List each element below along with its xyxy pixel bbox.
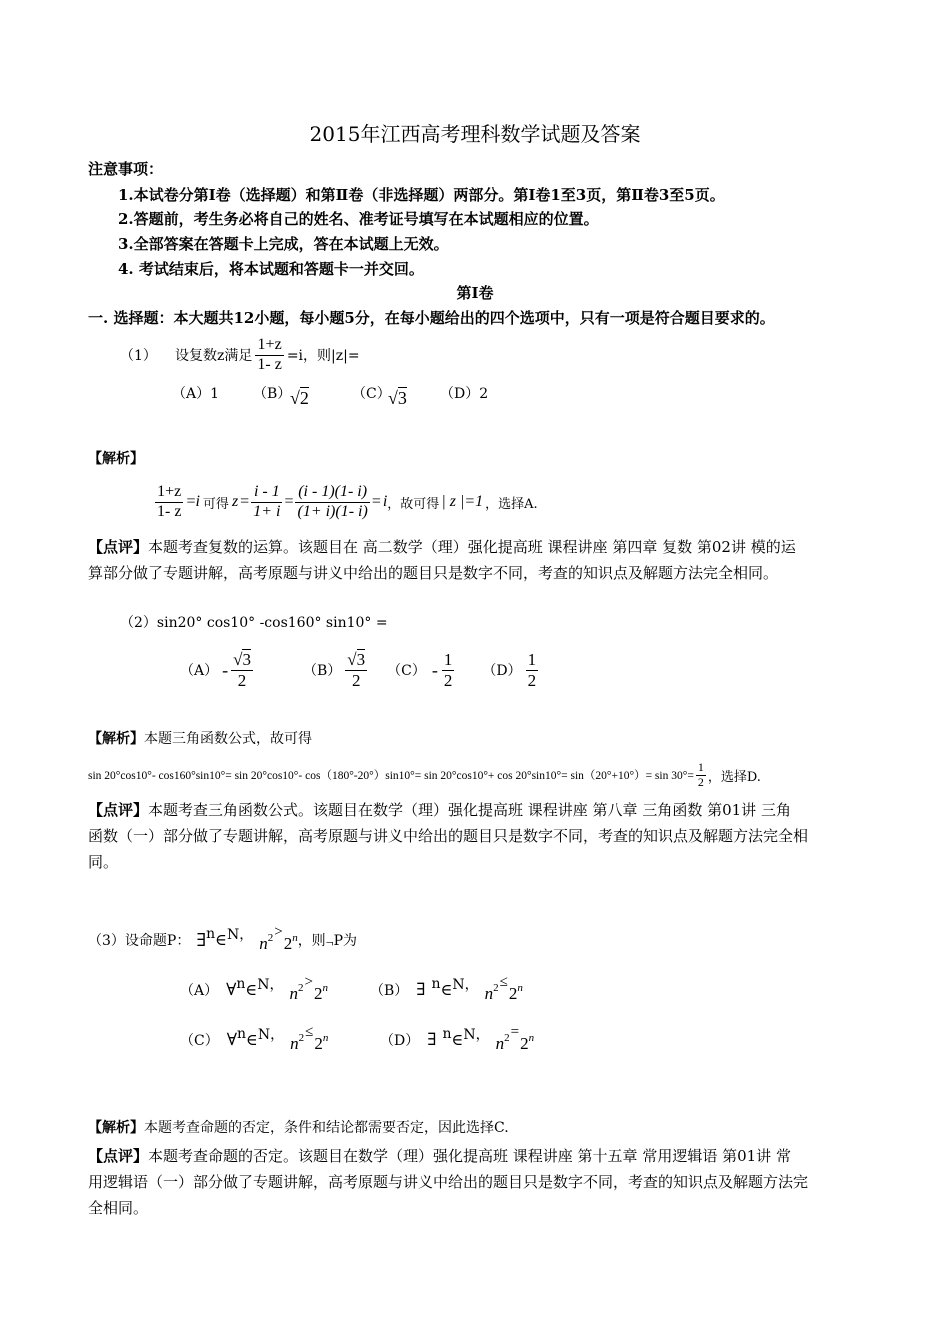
q2-option-a-sign: - [222,659,229,680]
q2-option-a-den: 2 [237,670,247,690]
q1-sol-i1: i [195,493,200,510]
q3-option-c-quantifier: ∀ [226,1030,237,1049]
q3-stem-base: n [259,934,268,953]
q2-option-b-value: $\frac{√3}{2}$ [347,649,366,690]
q2-option-d-value [526,650,539,690]
q2-dianping [88,797,808,875]
q1-pre: 设复数z满足 [175,348,253,364]
q3-stem-pre: （3）设命题P： [88,933,191,949]
q1-sol-eq3: = [284,493,294,510]
q3-option-b-label: （B） [370,983,409,999]
q3-stem-end: P为 [333,933,358,949]
q2-option-d-den: 2 [527,670,537,690]
q3-dianping-line2: 用逻辑语（一）部分做了专题讲解，高考原题与讲义中给出的题目只是数字不同，考查的知识点及解题方法完 [88,1173,809,1191]
q3-dianping-line3: 全相同。 [88,1199,149,1217]
q1-sol-frac2-num: i - 1 [251,483,282,502]
q3-jiexi-text: 本题考查命题的否定，条件和结论都需要否定，因此选择C. [144,1120,509,1136]
q1-option-b-value: √2 [290,388,309,408]
q2-option-d: （D） [482,663,522,679]
q2-option-b-den: 2 [351,670,361,690]
q3-option-a-exp: n [322,982,328,994]
q2-option-b-rad: 3 [356,649,366,669]
q3-option-d-in: ∈ [451,1032,464,1049]
q1-dianping-line2: 算部分做了专题讲解，高考原题与讲义中给出的题目只是数字不同，考查的知识点及解题方法完全相同。 [88,564,779,582]
q1-option-b: （B） [253,386,292,402]
q1-option-c-radicand: 3 [397,388,407,408]
q1-fraction [255,336,283,374]
q3-option-b [370,972,523,1008]
notice-item-2: 2.答题前，考生务必将自己的姓名、准考证号填写在本试题相应的位置。 [118,210,599,228]
q3-option-b-base: n [484,984,494,1003]
notice-item-4: 4. 考试结束后，将本试题和答题卡一并交回。 [118,260,424,278]
q2-stem: （2）sin20° cos10° -cos160° sin10° = [120,615,388,631]
q3-option-a-rel: > [304,973,313,990]
q1-option-d: （D）2 [440,386,489,402]
q2-option-c: （C） [387,663,426,679]
q1-sol-frac3-den: (1+ i)(1- i) [297,502,368,520]
q1-dianping-label: 【点评】 [88,538,149,556]
q3-option-c-in: ∈ [246,1032,258,1049]
q1-option-c-value: √3 [388,388,407,408]
q3-option-c-base: n [290,1034,299,1053]
q3-option-c-rel: ≤ [305,1023,314,1040]
q3-option-b-n: n [431,976,441,992]
q2-option-c-num: 1 [443,649,453,669]
q3-option-d-two: 2 [520,1034,529,1053]
q2-jiexi [88,728,312,748]
q1-sol-frac3-num: (i - 1)(1- i) [295,483,369,502]
q1-sol-frac1-num: 1+z [155,483,183,502]
q3-option-c [180,1022,328,1058]
q1-frac-den: 1- z [257,355,282,373]
q1-option-a: （A）1 [172,386,220,402]
q3-option-c-n: n [236,1026,247,1042]
q1-sol-tail2: ，选择A. [485,496,538,512]
q2-option-c-den: 2 [443,670,453,690]
q3-dianping-line1: 本题考查命题的否定。该题目在数学（理）强化提高班 课程讲座 第十五章 常用逻辑语 第01讲 常 [148,1147,791,1165]
q1-sol-eq2: = [240,493,250,510]
q2-option-a: （A） [180,663,219,679]
q3-stem [88,924,357,956]
q3-option-c-exp: n [322,1032,329,1044]
q2-option-b: （B） [302,663,342,679]
q3-stem-N: N， [226,927,254,943]
q3-option-d-sq: 2 [504,1032,510,1044]
notice-heading: 注意事项： [88,160,164,178]
q3-option-a-base: n [289,984,299,1003]
q2-option-a-value: $\frac{√3}{2}$ [233,649,251,690]
q2-option-c-value [442,650,455,690]
q3-option-c-label: （C） [180,1033,219,1049]
q2-formula-tail: ，选择D. [707,769,761,785]
q3-dianping [88,1143,808,1221]
q2-dianping-label: 【点评】 [88,801,149,819]
q2-formula [88,758,761,792]
q3-jiexi-label: 【解析】 [88,1120,144,1136]
section-instruction: 一. 选择题：本大题共12小题，每小题5分，在每小题给出的四个选项中，只有一项是符合题目要求的。 [88,309,775,327]
q3-stem-gt: > [274,923,283,940]
page-title: 2015年江西高考理科数学试题及答案 [309,122,641,146]
q2-jiexi-text: 本题三角函数公式，故可得 [144,731,312,747]
q2-jiexi-label: 【解析】 [88,731,144,747]
q2-formula-frac [696,761,706,790]
q1-sol-frac3 [295,483,369,521]
q3-option-d-n: n [442,1026,452,1042]
q2-options [180,644,538,696]
q2-dianping-line2: 函数（一）部分做了专题讲解，高考原题与讲义中给出的题目只是数字不同，考查的知识点及解题方法完全相 [88,827,809,845]
q1-dianping [88,534,796,586]
q3-option-d [380,1022,534,1058]
q1-option-c: （C） [352,386,391,402]
q3-option-a-n: n [236,976,246,992]
q3-jiexi [88,1117,509,1137]
q1-sol-frac1 [155,483,183,521]
q1-jiexi-label: 【解析】 [88,451,144,467]
q3-option-c-two: 2 [314,1034,323,1053]
q1-sol-kede: 可得 [202,496,229,512]
q3-option-b-N: N， [452,977,479,993]
q3-option-a-sq: 2 [298,982,304,994]
q3-option-d-rel: = [510,1023,520,1040]
q3-option-b-sq: 2 [493,982,499,994]
q2-dianping-line1: 本题考查三角函数公式。该题目在数学（理）强化提高班 课程讲座 第八章 三角函数 第01讲 三角 [148,801,791,819]
q2-formula-body: sin 20°cos10°- cos160°sin10°= sin 20°cos10°- cos（180°-20°）sin10°= sin 20°cos10°+ cos 20°sin10°= sin（20°+10°）= sin 30°= [88,770,694,782]
notice-item-1: 1.本试卷分第Ⅰ卷（选择题）和第Ⅱ卷（非选择题）两部分。第Ⅰ卷1至3页，第Ⅱ卷3至5页。 [118,186,725,204]
q3-option-d-quantifier: ∃ [427,1030,437,1049]
q1-sol-i2: i [382,493,388,510]
q1-sol-frac2-den: 1+ i [253,502,281,520]
q1-sol-absz: | z |=1 [441,493,484,510]
q1-sol-eq1: = [186,493,196,510]
q1-sol-frac2 [251,483,282,521]
q1-sol-frac1-den: 1- z [157,502,182,520]
q3-option-a-quantifier: ∀ [226,980,237,999]
q3-stem-two: 2 [283,934,293,953]
q3-stem-post: ，则 [297,933,326,949]
q1-number: （1） [120,348,157,364]
q1-option-b-radicand: 2 [299,388,309,408]
q1-sol-z: z [231,493,239,510]
q3-neg-symbol: ¬ [325,936,334,951]
q3-option-d-N: N， [463,1027,490,1043]
q3-option-a-label: （A） [180,983,219,999]
q1-stem [120,333,360,377]
q3-option-c-sq: 2 [298,1032,305,1044]
q3-option-b-in: ∈ [440,982,453,999]
q2-option-a-rad: 3 [242,649,251,669]
q2-option-c-sign: - [431,659,438,680]
q3-dianping-label: 【点评】 [88,1147,149,1165]
q3-option-b-exp: n [517,982,523,994]
q3-stem-exp: n [292,932,298,944]
q1-sol-tail1: ，故可得 [387,496,440,512]
q3-stem-n: n [206,926,216,942]
q2-formula-num: 1 [697,759,704,774]
q3-option-c-N: N， [257,1027,285,1043]
q3-option-a-two: 2 [313,984,323,1003]
q1-post: =i，则|z|= [286,348,360,364]
q1-frac-num: 1+z [255,336,283,355]
q2-dianping-line3: 同。 [88,853,119,871]
q3-option-d-exp: n [528,1032,535,1044]
q2-formula-den: 2 [697,774,704,789]
q2-option-d-num: 1 [527,649,537,669]
q1-sol-eq4: = [371,493,381,510]
q3-exists-symbol: ∃ [196,929,207,950]
q3-option-a [180,972,328,1008]
q3-option-b-rel: ≤ [499,973,508,990]
q3-option-b-two: 2 [508,984,518,1003]
q3-option-a-N: N， [257,977,284,993]
q3-stem-sq: 2 [267,932,274,944]
q1-solution [155,478,538,526]
q3-in-symbol: ∈ [215,932,227,949]
q3-option-b-quantifier: ∃ [416,980,426,999]
q3-option-d-base: n [495,1034,505,1053]
section-label: 第Ⅰ卷 [456,284,494,302]
q1-dianping-line1: 本题考查复数的运算。该题目在 高二数学（理）强化提高班 课程讲座 第四章 复数 第02讲 模的运 [148,538,796,556]
q3-option-d-label: （D） [380,1033,420,1049]
notice-item-3: 3.全部答案在答题卡上完成，答在本试题上无效。 [118,235,449,253]
q3-option-a-in: ∈ [245,982,258,999]
